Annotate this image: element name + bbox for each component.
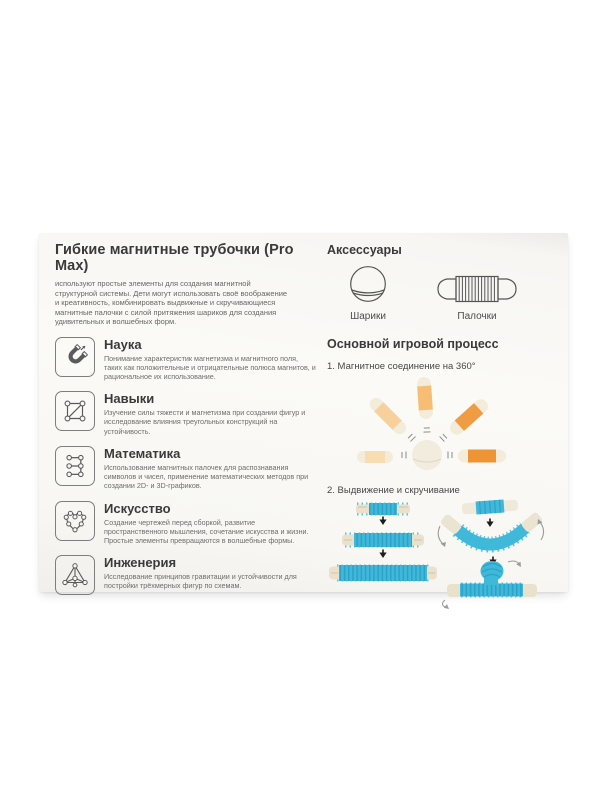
section-skills [55,391,317,436]
frame-icon [55,391,95,431]
illustration-extend-twist [327,499,552,611]
pyramid-icon [55,555,95,595]
step-2-label: 2. Выдвижение и скручивание [327,485,460,496]
accessory-sticks [413,272,541,322]
twist-stage-3 [442,561,537,609]
accessories-row [327,264,559,322]
section-title: Искусство [104,500,171,516]
step-1-label: 1. Магнитное соединение на 360° [327,361,476,372]
intro-text: используют простые элементы для создания магнитной структурной системы. Дети могут использовать своё воображение и креативность, комбинировать выдвижные и скручивающиеся магнитные палочки с силой притяжения шариков для создания удивительных и волшебных форм. [55,279,288,327]
segments-icon [55,446,95,486]
gameplay-title: Основной игровой процесс [327,337,499,351]
section-text: Создание чертежей перед сборкой, развитие пространственного мышления, сочетание искусства и жизни. Простые элементы превращаются в волшебные формы. [104,517,309,545]
accessory-label: Шарики [350,311,386,322]
twist-stage-1 [462,499,519,515]
extend-stage-3 [329,565,437,581]
section-art [55,501,317,546]
stick-left [357,451,393,463]
extend-stage-1 [356,503,410,515]
section-title: Навыки [104,391,155,407]
stick-upper-left [367,395,409,437]
section-text: Использование магнитных палочек для распознавания символов и чисел, применение математических методов при создании 2D- и 3D-графиков. [104,462,309,491]
stick-top [417,377,434,420]
left-column [55,242,317,599]
extend-stage-2 [342,533,424,547]
ball-icon [346,264,390,306]
section-title: Наука [104,336,142,352]
stick-icon [433,272,521,306]
twist-stage-2 [438,511,543,547]
section-text: Изучение силы тяжести и магнетизма при создании фигур и исследование влияния треугольных конструкций на устойчивость. [104,408,306,436]
section-math [55,446,317,491]
illustration-360-connection [327,375,552,475]
accessory-balls [327,264,409,322]
instruction-leaflet [39,233,568,592]
section-text: Исследование принципов гравитации и устойчивости для постройки трёхмерных фигур по схемам. [104,572,297,591]
down-arrow [379,517,386,526]
stick-right [458,450,506,463]
section-science [55,337,317,382]
section-text: Понимание характеристик магнетизма и магнитного поля, таких как положительные и отрицательные полюса магнитов, и рациональное их использование. [104,353,316,382]
section-engineering [55,555,317,599]
magnet-icon [55,337,95,377]
section-title: Инженерия [104,555,177,571]
right-column [327,243,559,611]
down-arrow [486,519,493,528]
down-arrow [379,550,386,559]
accessories-title: Аксессуары [327,243,402,257]
page-title: Гибкие магнитные трубочки (Pro Max) [55,242,294,274]
heart-icon [55,501,95,541]
stick-upper-right [447,396,491,437]
section-title: Математика [104,445,181,461]
accessory-label: Палочки [457,311,497,322]
